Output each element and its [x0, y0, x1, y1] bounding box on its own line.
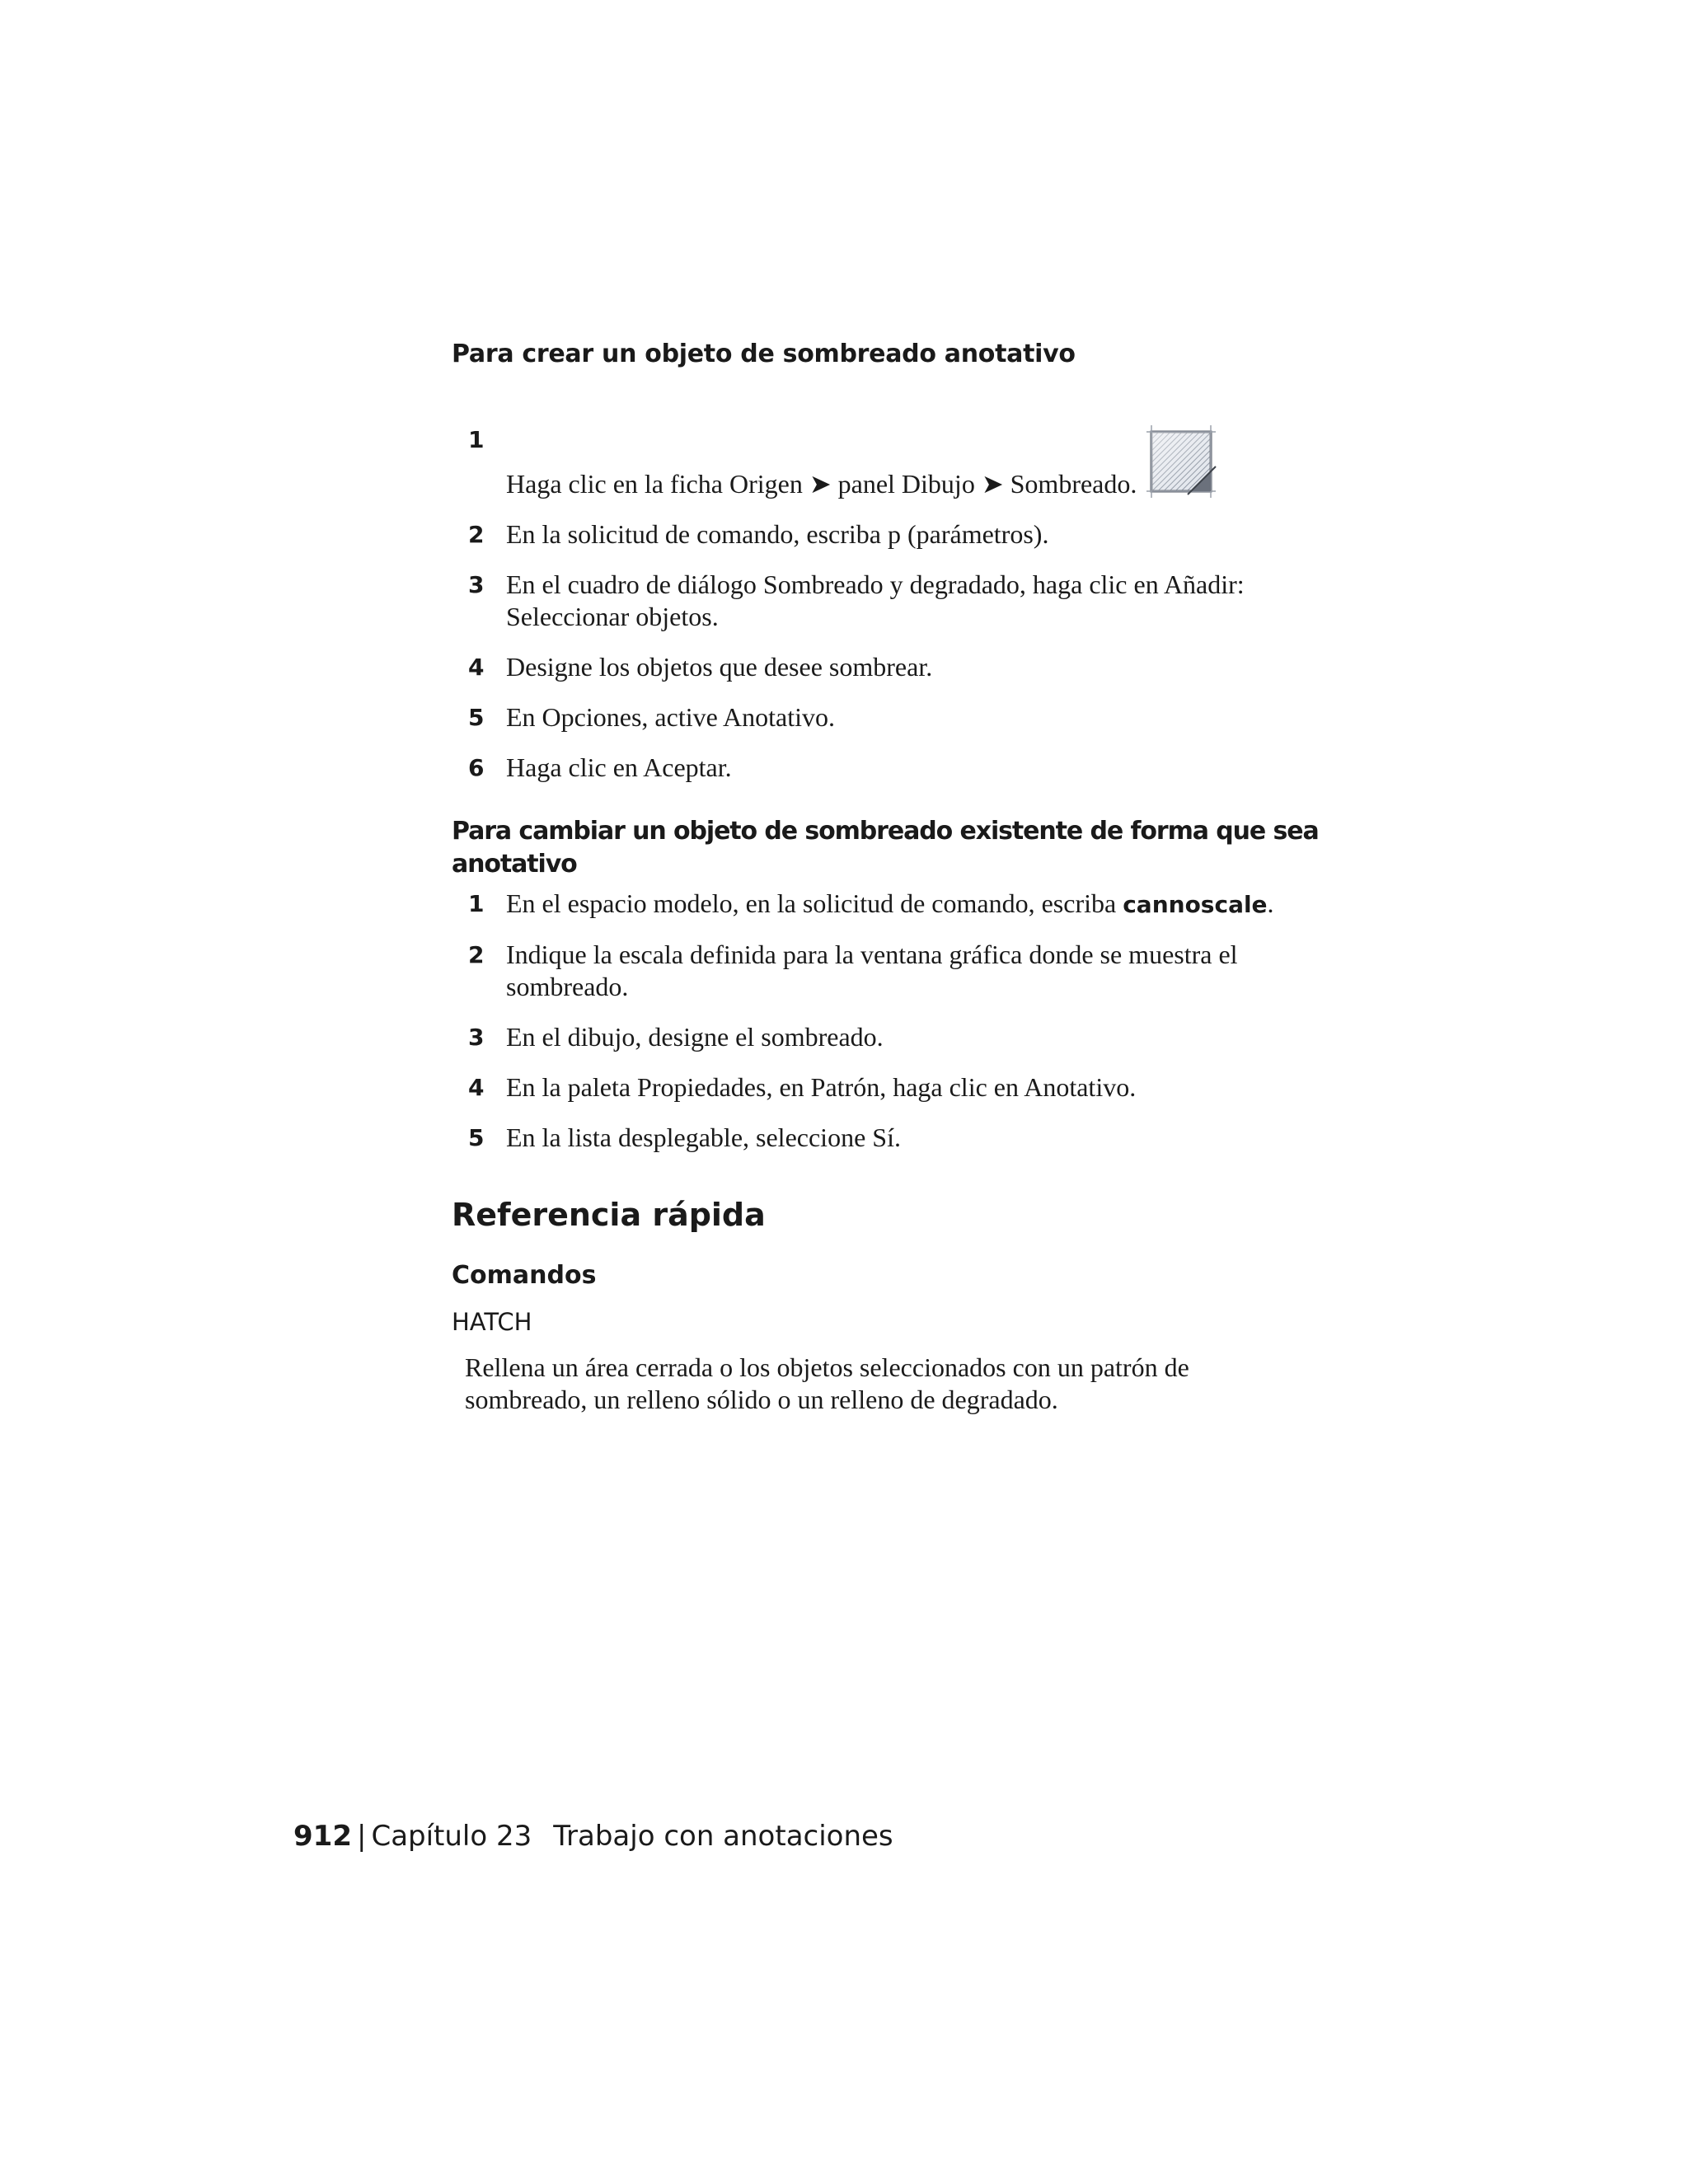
step-text: Indique la escala definida para la ventana gráfica donde se muestra el sombreado. — [506, 940, 1238, 1001]
step-text: Designe los objetos que desee sombrear. — [506, 652, 933, 682]
page-footer — [293, 1818, 893, 1854]
list-item — [452, 1021, 1350, 1053]
step-text: En el dibujo, designe el sombreado. — [506, 1022, 884, 1052]
list-item — [452, 424, 1350, 500]
step-number: 6 — [468, 754, 485, 781]
chapter-title: Trabajo con anotaciones — [553, 1820, 893, 1853]
step-number: 3 — [468, 571, 485, 598]
list-item — [452, 701, 1350, 733]
command-keyword: cannoscale — [1123, 891, 1268, 918]
hatch-tool-icon — [1143, 424, 1219, 499]
step-number: 4 — [468, 1074, 485, 1101]
step-number: 4 — [468, 654, 485, 681]
step-text: En la lista desplegable, seleccione Sí. — [506, 1122, 901, 1152]
chapter-label: Capítulo 23 — [371, 1820, 532, 1853]
step-number: 1 — [468, 426, 485, 453]
procedure-steps-convert — [452, 888, 1350, 1154]
step-text: Haga clic en la ficha Origen ➤ panel Dibujo ➤ Sombreado. — [506, 469, 1137, 499]
procedure-steps-create — [452, 424, 1350, 784]
step-number: 5 — [468, 704, 485, 731]
step-text: En Opciones, active Anotativo. — [506, 702, 836, 732]
list-item — [452, 569, 1350, 633]
procedure-heading-convert: Para cambiar un objeto de sombreado existente de forma que sea anotativo — [452, 817, 1319, 879]
command-name: HATCH — [452, 1308, 532, 1336]
list-item — [452, 1122, 1350, 1154]
step-number: 1 — [468, 890, 485, 917]
section-title-quick-reference: Referencia rápida — [452, 1197, 766, 1233]
commands-heading: Comandos — [452, 1261, 597, 1290]
list-item — [452, 518, 1350, 551]
step-text: En la solicitud de comando, escriba p (parámetros). — [506, 519, 1049, 549]
procedure-heading-create: Para crear un objeto de sombreado anotativo — [452, 340, 1076, 368]
step-number: 2 — [468, 521, 485, 548]
list-item — [452, 752, 1350, 784]
page-content — [452, 338, 1350, 1416]
step-text: Haga clic en Aceptar. — [506, 752, 732, 782]
list-item — [452, 651, 1350, 683]
step-number: 3 — [468, 1024, 485, 1051]
list-item — [452, 939, 1350, 1003]
step-text: En el espacio modelo, en la solicitud de comando, escriba — [506, 888, 1123, 918]
page-number: 912 — [293, 1820, 352, 1853]
step-number: 5 — [468, 1124, 485, 1151]
footer-separator: | — [356, 1820, 367, 1853]
step-suffix: . — [1267, 888, 1274, 918]
step-text: En el cuadro de diálogo Sombreado y degradado, haga clic en Añadir: Seleccionar objetos. — [506, 569, 1245, 631]
list-item — [452, 1071, 1350, 1104]
command-description: Rellena un área cerrada o los objetos seleccionados con un patrón de sombreado, un relleno sólido o un relleno de degradado. — [465, 1352, 1189, 1414]
list-item — [452, 888, 1350, 921]
step-number: 2 — [468, 941, 485, 968]
step-text: En la paleta Propiedades, en Patrón, haga clic en Anotativo. — [506, 1072, 1137, 1102]
